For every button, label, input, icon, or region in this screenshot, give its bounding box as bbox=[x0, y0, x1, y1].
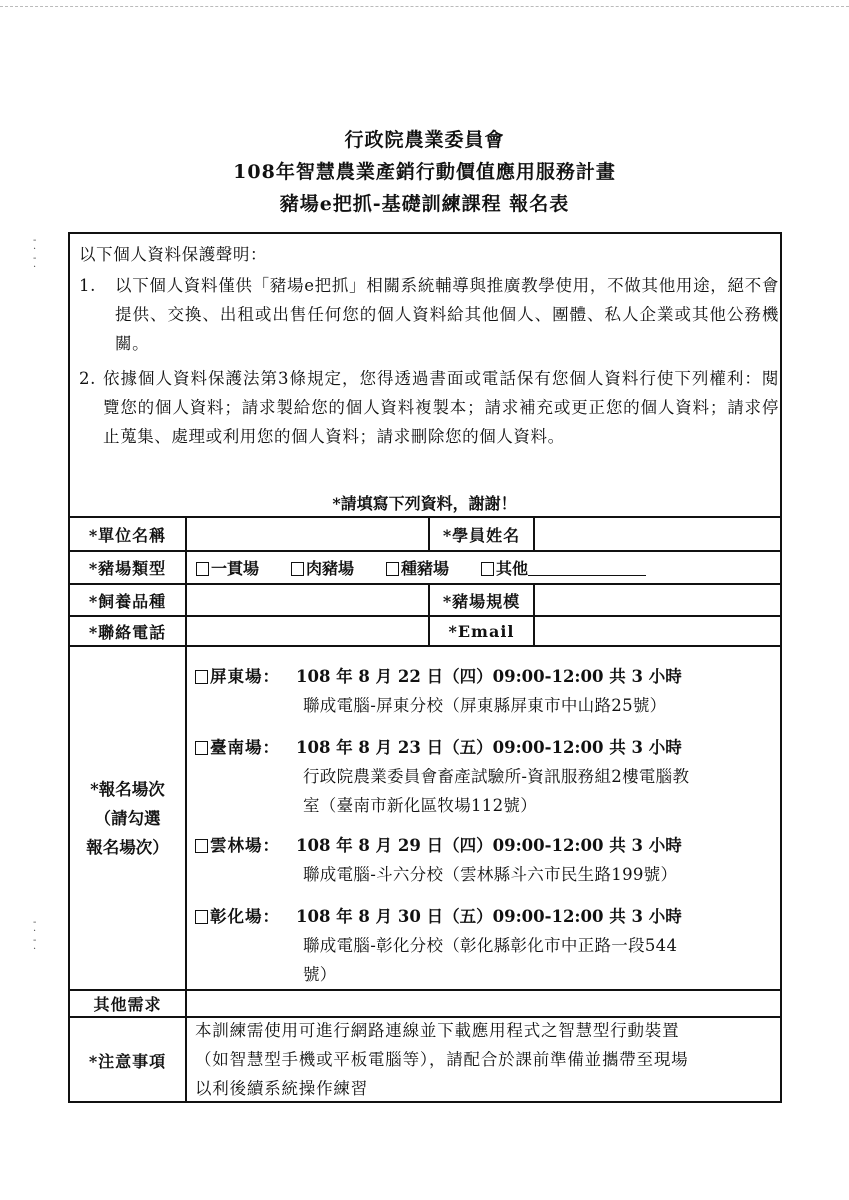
session-address: 行政院農業委員會畜產試驗所-資訊服務組2樓電腦教 bbox=[303, 767, 690, 786]
document-header bbox=[0, 124, 849, 220]
program-title: 108年智慧農業產銷行動價值應用服務計畫 bbox=[233, 161, 616, 183]
email-field[interactable] bbox=[535, 617, 780, 645]
checkbox-icon[interactable] bbox=[481, 562, 494, 576]
session-site: 雲林場： bbox=[210, 836, 280, 855]
other-needs-field[interactable] bbox=[187, 991, 780, 1016]
checkbox-icon[interactable] bbox=[195, 741, 208, 755]
other-blank-line[interactable] bbox=[528, 559, 646, 576]
privacy-item-number: 2. bbox=[79, 369, 96, 388]
checkbox-icon[interactable] bbox=[195, 839, 208, 853]
phone-field[interactable] bbox=[187, 617, 428, 645]
privacy-item bbox=[79, 364, 779, 451]
session-address: 號） bbox=[303, 965, 337, 984]
breed-field[interactable] bbox=[187, 585, 428, 615]
scan-top-edge bbox=[0, 6, 849, 7]
farm-type-option[interactable]: 其他 bbox=[481, 556, 646, 579]
unit-name-field[interactable] bbox=[187, 518, 428, 550]
session-address: 室（臺南市新化區牧場112號） bbox=[303, 796, 537, 815]
session-date: 108 年 8 月 29 日（四）09:00-12:00 共 3 小時 bbox=[296, 836, 682, 855]
notice-label: *注意事項 bbox=[88, 1051, 167, 1071]
session-date: 108 年 8 月 22 日（四）09:00-12:00 共 3 小時 bbox=[296, 667, 682, 686]
farm-type-option[interactable]: 一貫場 bbox=[196, 556, 259, 579]
privacy-item bbox=[79, 271, 779, 358]
session-date: 108 年 8 月 30 日（五）09:00-12:00 共 3 小時 bbox=[296, 907, 682, 926]
privacy-statement bbox=[79, 240, 779, 451]
student-name-field[interactable] bbox=[535, 518, 780, 550]
unit-name-label: *單位名稱 bbox=[88, 525, 167, 545]
session-address: 聯成電腦-彰化分校（彰化縣彰化市中正路一段544 bbox=[303, 936, 678, 955]
privacy-item-text: 依據個人資料保護法第3條規定，您得透過書面或電話保有您個人資料行使下列權利：閱覽您的個人資料；請求製給您的個人資料複製本；請求補充或更正您的個人資料；請求停止蒐集、處理或利用您的個人資料；請求刪除您的個人資料。 bbox=[103, 369, 779, 446]
form-title: 豬場e把抓-基礎訓練課程 報名表 bbox=[279, 193, 570, 215]
farm-type-option[interactable]: 種豬場 bbox=[386, 556, 449, 579]
privacy-item-number: 1. bbox=[79, 276, 96, 295]
session-label: *報名場次 （請勾選 報名場次） bbox=[86, 780, 169, 857]
phone-label: *聯絡電話 bbox=[88, 622, 167, 642]
session-site: 臺南場： bbox=[210, 738, 280, 757]
student-name-label: *學員姓名 bbox=[442, 525, 521, 545]
checkbox-icon[interactable] bbox=[195, 910, 208, 924]
notice-text: 本訓練需使用可進行網路連線並下載應用程式之智慧型行動裝置 （如智慧型手機或平板電腦等），請配合於課前準備並攜帶至現場 以利後續系統操作練習 bbox=[195, 1021, 689, 1098]
breed-label: *飼養品種 bbox=[88, 591, 167, 611]
session-option bbox=[195, 902, 780, 989]
session-address: 聯成電腦-斗六分校（雲林縣斗六市民生路199號） bbox=[303, 865, 678, 884]
checkbox-icon[interactable] bbox=[386, 562, 399, 576]
checkbox-icon[interactable] bbox=[291, 562, 304, 576]
agency-title: 行政院農業委員會 bbox=[344, 129, 505, 151]
farm-type-options bbox=[196, 552, 781, 583]
session-option bbox=[195, 831, 780, 889]
margin-mark-top: - · - · bbox=[33, 235, 37, 273]
checkbox-icon[interactable] bbox=[196, 562, 209, 576]
farm-scale-field[interactable] bbox=[535, 585, 780, 615]
farm-type-label: *豬場類型 bbox=[88, 559, 167, 578]
email-label: *Email bbox=[448, 621, 515, 641]
session-option bbox=[195, 733, 780, 820]
other-needs-label: 其他需求 bbox=[93, 995, 162, 1014]
fill-instruction: *請填寫下列資料，謝謝！ bbox=[332, 494, 517, 513]
row-divider bbox=[68, 645, 782, 647]
session-site: 屏東場： bbox=[210, 667, 280, 686]
privacy-item-text: 以下個人資料僅供「豬場e把抓」相關系統輔導與推廣教學使用，不做其他用途，絕不會提供、交換、出租或出售任何您的個人資料給其他個人、團體、私人企業或其他公務機關。 bbox=[115, 276, 779, 353]
session-option bbox=[195, 662, 780, 720]
session-date: 108 年 8 月 23 日（五）09:00-12:00 共 3 小時 bbox=[296, 738, 682, 757]
farm-scale-label: *豬場規模 bbox=[442, 591, 521, 611]
session-site: 彰化場： bbox=[210, 907, 280, 926]
session-address: 聯成電腦-屏東分校（屏東縣屏東市中山路25號） bbox=[303, 696, 667, 715]
farm-type-option[interactable]: 肉豬場 bbox=[291, 556, 354, 579]
checkbox-icon[interactable] bbox=[195, 670, 208, 684]
privacy-heading: 以下個人資料保護聲明： bbox=[79, 245, 268, 264]
margin-mark-bottom: - · - · bbox=[33, 917, 37, 955]
